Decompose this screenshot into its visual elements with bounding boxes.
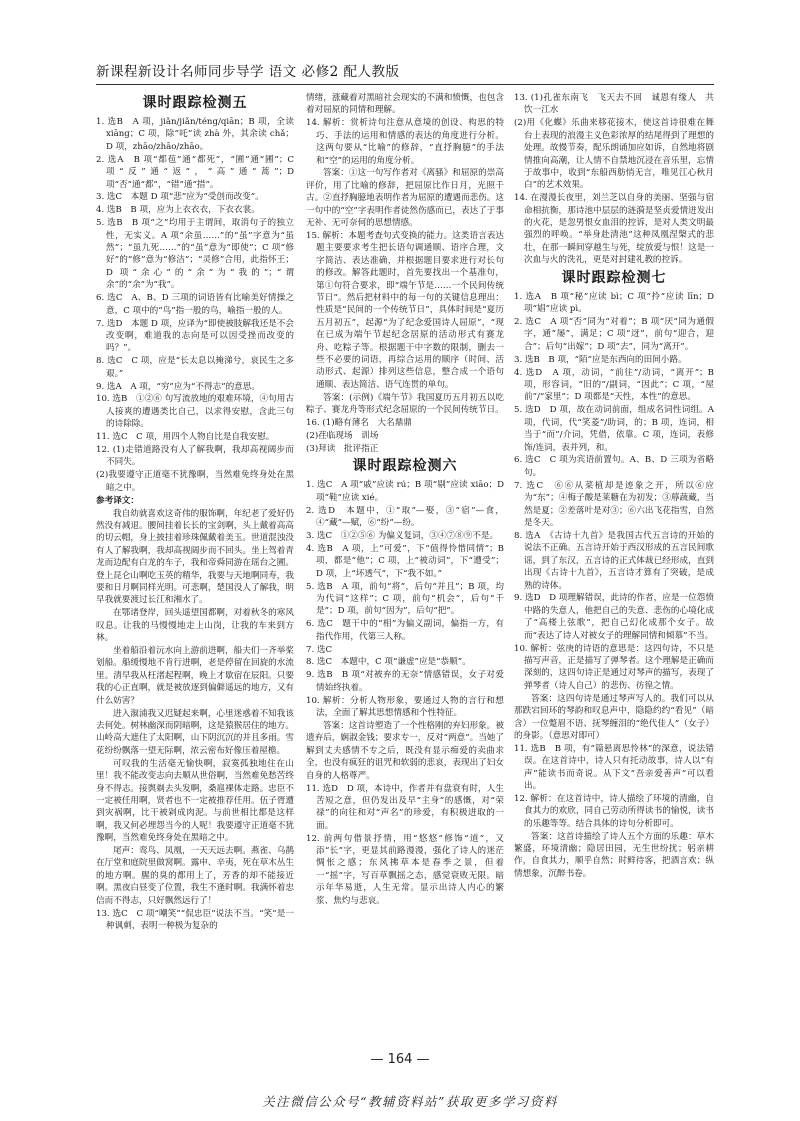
section-title: 课时跟踪检测七: [561, 269, 667, 286]
paragraph: 情绪，涨藏着对黑暗社会现实的不满和愤慨，也包含着对屈原的同情和理解。: [306, 93, 504, 116]
answer-item: (2)用《化蝶》乐曲来移花接木，使这首诗很难在舞台上表现的浪漫主义色彩浓厚的结尾得到了理想的处理。故慢节奏，配乐朗诵加应如诉，自然地将剧情推向高潮，让人情不自禁地沉浸在音乐里，忘情于故事中，收到“东船西舫悄无言，唯见江心秋月白”的艺术效果。: [514, 118, 714, 191]
answer-item: 7. 选D 本题 D 项，应译为“即使被肢解我还是不会改变啊，难道我的志向是可以因受挫而改变的吗？”。: [96, 318, 294, 354]
answer-item: 9. 选B B 项“对被弃的无奈”情感错误，女子对爱情始终执着。: [306, 670, 504, 693]
answer-item: 15. 解析：本题考查句式变换的能力。这类语言表达题主要要求考生把长语句调通顺、语序合理，文字简洁、表达准确，并根据题目要求进行对长句的修改。解答此题时，首先要找出一个基准句，第①句符合要求，即“端午节是……一个民间传统节日”。然后把材料中的每一句的关键信息理出：性质是“民间的一个传统节日”，具体时间是“夏历五月初五”，起源“为了纪念爱国诗人屈原”，“现在已成为端午节起纪念居原的活动形式有赛龙舟、吃粽子等。根据题干中字数的限制，删去一些不必要的词语，再综合运用的顺序（时间、活动形式、起源）排列这些信息，整合成一个语句通顺、表达简洁、语气连贯的单句。: [306, 230, 504, 390]
answer-item: 9. 选D D 项理解错误，此诗的作者，应是一位怨愤中路的失意人，他把自己的失意、悲伤的心境化成了“高楼上弦歌”，把自己幻化成那个女子。故而“表达了诗人对被女子的理解同情和倾慕”不当。: [514, 593, 714, 641]
paragraph: 在鄂诸登岸，回头遥望国都啊，对着秋冬的寒风叹息。让我的马慢慢地走上山岗，让我的车来到方林。: [96, 608, 294, 644]
footer-note: 关注微信公众号“教辅资料站”获取更多学习资料: [262, 1094, 558, 1109]
paragraph: 进入溆浦我又迟疑起来啊，心里迷惑着不知我该去何处。树林幽深而阴暗啊，这是猿猴居住的地方。山岭高大遮住了太阳啊，山下阴沉沉的并且多雨。雪花纷纷飘落一望无际啊，浓云密布好像压着屋檐。: [96, 708, 294, 756]
answer-item: 16. (1)略有薄名 大名鼎鼎: [306, 418, 412, 429]
answer-item: 11. 选D D 项，本诗中，作者并有盘衰有时，人生苦短之意，但仍发出及早“主身”的感慨，对“荣禄”的向往和对“声名”的珍爱，有积极进取的一面。: [306, 783, 504, 831]
header-divider: [96, 84, 714, 85]
paragraph: 坐着船沿着沅水向上游前进啊，船夫们一齐举桨划船。船缓慢地不肯行进啊，老是停留在回旋的水流里。清早我从枉渚起程啊，晚上才歇宿在辰阳。只要我的心正直啊，就是被放逐到偏僻遥远的地方，又有什么妨害？: [96, 646, 294, 706]
answer-item: 12. (1)走错道路没有人了解我啊，我却高视阔步而不同失。: [96, 445, 294, 468]
answer-item: 7. 选C: [306, 644, 333, 655]
answer-item: 14. 解析：赏析诗句注意从意境的创设、构思的特巧、手法的运用和情感的表达的角度进行分析。这两句要从“比喻”的修辞，“直抒胸臆”的手法和“空”的运用的角度分析。: [306, 118, 504, 166]
paragraph: 答案：这四句诗是通过琴声写人的。我们可以从那跌宕回环的琴韵和叹息声中，隐隐约约“看见”（暗含）一位蹩眉不语、抚琴缠泪的“绝代佳人”（女子）的身影。（意思对即可）: [514, 693, 714, 741]
answer-item: 8. 选A 《古诗十九首》是我国古代五言诗的开始的说法不正确。五言诗开始于西汉形成的五言民间歌谣，到了东汉，五言诗的正式体裁已经形成，直到出现《古诗十九首》，五言诗才算有了突破，是成熟的诗体。: [514, 530, 714, 591]
paragraph: 答案：①这一句写作者对《离骚》和屈原的崇高评价，用了比喻的修辞，把屈原比作日月，光照千古。②直抒胸臆地表明作者为屈原的遭遇而悲伤。这一句中的“空”字表明作者徒然伤感而已，表达了于事无补、无可奈何的思想情感。: [306, 168, 504, 229]
section-title: 课时跟踪检测五: [142, 95, 248, 111]
paragraph: 答案：(示例)《端午节》我国夏历五月初五以吃粽子、赛龙舟等形式纪念屈原的一个民间传统节日。: [306, 392, 504, 416]
answer-item: (2)荏临现场 训场: [306, 430, 379, 441]
answer-item: 5. 选B A 项，前句“将”，后句“并且”；B 项，均为代词“这样”；C 项，前句“机会”，后句“千是”；D 项，前句“因为”，后句“把”。: [306, 581, 504, 617]
subheading: 参考译文：: [96, 495, 139, 506]
answer-item: 4. 选D A 项，动词，“前往”/动词，“离开”；B 项，形容词，“旧的”/副词，“因此”；C 项，“屋前”/“家里”；D 项都是“天性，本性”的意思。: [514, 367, 714, 403]
answer-item: 8. 选C 本题中，C 项“谦虚”应是“恭顺”。: [306, 657, 471, 668]
answer-item: 13. 选C C 项“嘲笑”“侃忠臣”说法不当。“笑”是一种讽刺，表明一种极为复杂的: [96, 908, 294, 931]
answer-item: 6. 选C 题干中的“相”为偏义副词，偏指一方，有指代作用，代第三人称。: [306, 619, 504, 642]
answer-item: 3. 选C 本题 D 项“悲”应为“受创而改变”。: [96, 192, 264, 203]
answer-item: 11. 选B B 项，有“篇悬离思怜林”的深意，说法错误。在这首诗中，诗人只有托动故事，诗人以“有声”能读书而奇说。从下文“吾亲爱善声”可以看出。: [514, 743, 714, 792]
answer-item: (2)我要遵守正道毫不犹豫啊，当然难免终身处在黑暗之中。: [96, 470, 294, 493]
answer-item: 4. 选B A 项，上“可爱”，下“值得怜惜同情”；B 项，都是“他”；C 项，上“被动词”，下“遭受”；D 项，上“坏透气”，下“我不如。”: [306, 543, 504, 579]
answer-item: 10. 解析：分析人物形象，要通过人物的言行和想法，全面了解其思想情感和个性特征。: [306, 695, 504, 719]
answer-item: 10. 解析：弦庚的诗语的意思是：这四句诗，不只是描写声音，正是描写了弹琴者。这个理解是正确而深刻的，这四句诗正是通过对琴声的描写，表现了弹琴者（诗人自己）的悲伤、彷徨之情。: [514, 643, 714, 691]
answer-item: (3)拜读 批评指正: [306, 443, 379, 454]
answer-item: 3. 选B B 项，“陌”应是东西向的田间小路。: [514, 354, 687, 365]
answer-item: 12. 解析：在这首诗中，诗人描绘了环境的清幽，自食其力的欢欣，同自己劳动所得读书的愉悦，读书的乐趣等等。结合具体的诗句分析即可。: [514, 793, 714, 829]
answer-item: 5. 选D D 项，故在动词前面，组成名词性词组。A 项，代词，代“笑菱”/助词，的；B 项，连词，相当于“而”/介词，凭借，依靠。C 项，连词，表修饰/连词，表并列，和。: [514, 405, 714, 453]
answer-item: 3. 选C ①②⑤⑥ 为偏义复词，③④⑦⑧⑨不是。: [306, 530, 499, 541]
answer-item: 2. 选D 本题中，①“取”—娶，③“宿”—食，④“藏”—赋，⑥“纷”—纷。: [306, 505, 504, 528]
answer-item: 10. 选B ①②⑥ 句写流放地的艰难环境，④句用古人接爽的遭遇类比自己，以求得安慰，含此三句的诗除除。: [96, 394, 294, 430]
answer-item: 4. 选B B 项，应为上衣衣衣，下衣衣裳。: [96, 205, 260, 216]
header-title: 新课程新设计名师同步导学 语文 必修2 配人教版: [96, 64, 400, 80]
answer-item: 1. 选B A 项，jiǎn/jiǎn/téng/qiān；B 项，全读 xiāng；C 项，除“吒”读 zhà 外，其余读 chǎ；D 项，zhāo/zhāo/zhāo。: [96, 117, 294, 152]
column-left: [96, 92, 294, 1072]
answer-item: 2. 选C A 项“否”同为“对着”；B 项“厌”同为通假字，通“屡”，满足；C 项“迓”，前句“迎合，迎合”；后句“出嫁”；D 项“去”，同为“离开”。: [514, 317, 714, 352]
answer-item: 11. 选C C 项，用四个人物自比是自我安慰。: [96, 432, 275, 443]
paragraph: 答案：这首诗描绘了诗人五个方面的乐趣：草木繁盛，环境清幽；隐居田园，无生世纷扰；躬亲耕作，自食其力，顺乎自然；时鲜待客，把酒言欢；纵情想象，沉醉书卷。: [514, 831, 714, 879]
column-right: [514, 92, 714, 972]
paragraph: 尾声：鸾鸟、凤凰，一天天远去啊。燕雀、乌鹊在厅堂和庭院里做窝啊。露申、辛夷，死在草木丛生的地方啊。腥的臭的都用上了，芳香的却不能接近啊。黑夜白昼变了位置，我生不逢时啊。我满怀着忠信而不得志，只好飘然远行了！: [96, 846, 294, 906]
answer-item: 1. 选A B 项“秘”应读 bì；C 项“拎”应读 līn；D 项“娼”应读 pì。: [514, 291, 714, 315]
section-title: 课时跟踪检测六: [352, 458, 458, 475]
answer-item: 14. 在漫漫长夜里，刘兰芝以自身的美丽、坚强与宿命相抗衡，那诗池中层层的涟漪是坚贞爱情迸发出的火花，是忽男恨女血泪的控诉，是对人类文明最强烈的呼唤。“举身赴清池”这种凤凰涅槃式的悲壮，在那一瞬间穿越生与死，绽放爱与恨！这是一次血与火的洗礼，更是对封建礼教的控诉。: [514, 193, 714, 266]
answer-item: 6. 选C C 项为宾语前置句。A、B、D 三项为省略句。: [514, 455, 714, 478]
answer-item: 8. 选C C 项，应是“长太息以掩涕兮，哀民生之多艰。”: [96, 356, 294, 379]
answer-item: 2. 选A B 项“都苞”通“都死”，“圃”通“圃”；C 项“反”通“返”，“高”通“蒿”；D 项“否”通“都”，“错”通“措”。: [96, 154, 294, 190]
answer-item: 13. (1)孔雀东南飞 飞天去不回 诚恩有缘人 共饮一江水: [514, 93, 714, 116]
answer-item: 9. 选A A 项，“穷”应为“不得志”的意思。: [96, 381, 260, 392]
paragraph: 我自幼就喜欢这奇伟的服饰啊，年纪老了爱好仍然没有减退。腰间挂着长长的宝剑啊，头上戴着高高的切云帽，身上披挂着珍珠佩戴着美玉。世道混浊没有人了解我啊，我却高视阔步而不回头。坐上驾着青龙而边配有白龙的车子，我和帝舜同游在瑶台之圃。登上昆仑山啊吃玉英的精华，我要与天地啊同寿，我要和日月啊同样光明。可悲啊，楚国没人了解我，明早我就要渡过长江和湘水了。: [96, 508, 294, 606]
page-number: — 164 —: [370, 1052, 430, 1067]
answer-item: 12. 前两句借景抒情，用“悠悠”修饰“道”，又添“长”字，更显其前路漫漫，强化了诗人的迷茫惆怅之感；东风拂草本是春季之景，但着一“摇”字，写百草飘摇之态，感觉衰败无限。暗示年华易逝，人生无常。显示出诗人内心的繁浆、焦灼与悲哀。: [306, 833, 504, 906]
answer-item: 1. 选C A 项“戚”应读 rú；B 项“剔”应读 xiāo；D 项“鞋”应读 xié。: [306, 480, 504, 503]
paragraph: 可叹我的生活毫无愉快啊，寂寞孤独地住在山里！我不能改变志向去顺从世俗啊，当然难免愁苦终身不得志。接舆剃去头发啊，桑扈裸体走路。忠臣不一定被任用啊，贤者也不一定被推荐任用。伍子胥遭到灾祸啊，比干被剁成肉泥。与前世相比都是这样啊，我又何必埋怨当今的人呢！我要遵守正道毫不犹豫啊，当然难免终身处在黑暗之中。: [96, 758, 294, 844]
answer-item: 5. 选B B 项“之”均用于主谓间，取消句子的独立性，无实义。A 项“余虽……”的“虽”字意为“虽然”；“虽九死……”的“虽”意为“即使”；C 项“修好”的“修”意为“修洁”；“灵修”合用，此指怀王；D 项“余心”的“余”为“我的”；“谓余”的“余”为“我”。: [96, 218, 294, 291]
answer-item: 6. 选C A、B、D 三项的词语皆有比喻美好情操之意，C 项中的“鸟”指一般的鸟，喻指一般的人。: [96, 293, 294, 316]
column-middle: [306, 92, 504, 1042]
paragraph: 答案：这首诗塑造了一个性格刚的弃妇形象。被遗弃后，娴淑金钱；要求专一，反对“两意”。当她了解到丈夫感情不专之后，既没有显示痴爱的卖曲求全，也没有疯狂的诅咒和软弱的悲哀，表现出了妇女自身的人格尊严。: [306, 721, 504, 781]
answer-item: 7. 选C ⑥⑥从菜植却是迹象之开，所以⑥应为“东”；④梅子酸是莱糖在为初发；③蓐蔬藏，当然是夏；②差落叶是对③；⑥六出飞花指雪，自然是冬天。: [514, 480, 714, 528]
